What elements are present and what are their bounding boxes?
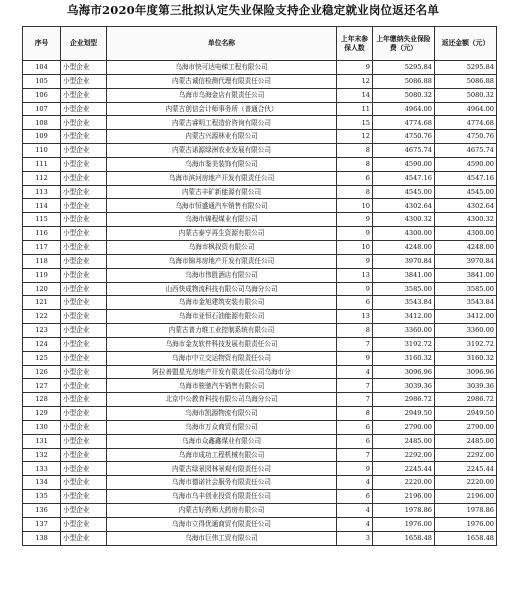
cell-insured-count: 10 [337, 240, 373, 254]
cell-type: 小型企业 [61, 365, 107, 379]
cell-seq: 124 [23, 337, 61, 351]
cell-premium: 4547.16 [373, 171, 435, 185]
cell-premium: 2790.00 [373, 420, 435, 434]
cell-refund: 3841.00 [435, 268, 497, 282]
cell-refund: 4590.00 [435, 157, 497, 171]
cell-premium: 4675.74 [373, 144, 435, 158]
cell-refund: 1978.86 [435, 504, 497, 518]
cell-type: 小型企业 [61, 157, 107, 171]
cell-premium: 3160.32 [373, 351, 435, 365]
cell-type: 小型企业 [61, 351, 107, 365]
header-insured: 上年末参保人数 [337, 27, 373, 61]
cell-insured-count: 7 [337, 337, 373, 351]
cell-company-name: 乌海市成功工程机械有限公司 [107, 448, 337, 462]
cell-company-name: 内蒙古兴源林业有限公司 [107, 130, 337, 144]
cell-insured-count: 9 [337, 282, 373, 296]
cell-type: 小型企业 [61, 199, 107, 213]
cell-seq: 135 [23, 490, 61, 504]
cell-insured-count: 8 [337, 324, 373, 338]
table-row [23, 254, 497, 268]
cell-refund: 5086.88 [435, 74, 497, 88]
cell-seq: 130 [23, 420, 61, 434]
cell-seq: 128 [23, 393, 61, 407]
cell-seq: 138 [23, 531, 61, 545]
table-row [23, 324, 497, 338]
cell-refund: 4774.68 [435, 116, 497, 130]
cell-premium: 3970.84 [373, 254, 435, 268]
cell-premium: 3841.00 [373, 268, 435, 282]
cell-seq: 120 [23, 282, 61, 296]
cell-type: 小型企业 [61, 393, 107, 407]
cell-premium: 1978.86 [373, 504, 435, 518]
cell-seq: 113 [23, 185, 61, 199]
cell-company-name: 乌海市滨河房地产开发有限责任公司 [107, 171, 337, 185]
cell-type: 小型企业 [61, 476, 107, 490]
table-row [23, 171, 497, 185]
table-row [23, 102, 497, 116]
cell-premium: 3096.96 [373, 365, 435, 379]
cell-premium: 3585.00 [373, 282, 435, 296]
cell-type: 小型企业 [61, 310, 107, 324]
cell-refund: 3543.84 [435, 296, 497, 310]
cell-premium: 2245.44 [373, 462, 435, 476]
cell-type: 小型企业 [61, 74, 107, 88]
cell-seq: 109 [23, 130, 61, 144]
cell-company-name: 乌海市亚恒石油能源有限公司 [107, 310, 337, 324]
cell-insured-count: 7 [337, 379, 373, 393]
cell-premium: 2292.00 [373, 448, 435, 462]
cell-type: 小型企业 [61, 130, 107, 144]
cell-insured-count: 8 [337, 157, 373, 171]
cell-company-name: 乌海市恒盛通汽车销售有限公司 [107, 199, 337, 213]
table-row [23, 268, 497, 282]
cell-company-name: 乌海市立得优通商贸有限责任公司 [107, 517, 337, 531]
cell-refund: 2292.00 [435, 448, 497, 462]
cell-premium: 4964.00 [373, 102, 435, 116]
cell-company-name: 内蒙古丰矿新能源有限公司 [107, 185, 337, 199]
cell-refund: 4964.00 [435, 102, 497, 116]
cell-insured-count: 13 [337, 268, 373, 282]
cell-company-name: 乌海市德诺社会服务有限责任公司 [107, 476, 337, 490]
cell-premium: 2220.00 [373, 476, 435, 490]
cell-company-name: 内蒙古泰亨再生资源有限公司 [107, 227, 337, 241]
cell-seq: 108 [23, 116, 61, 130]
cell-refund: 3096.96 [435, 365, 497, 379]
cell-company-name: 山西快成物流科技有限公司乌海分公司 [107, 282, 337, 296]
cell-premium: 4545.00 [373, 185, 435, 199]
cell-seq: 137 [23, 517, 61, 531]
cell-company-name: 乌海市金友软件科技发展有限责任公司 [107, 337, 337, 351]
cell-seq: 126 [23, 365, 61, 379]
cell-type: 小型企业 [61, 61, 107, 75]
cell-type: 小型企业 [61, 282, 107, 296]
cell-premium: 2196.00 [373, 490, 435, 504]
cell-type: 小型企业 [61, 227, 107, 241]
cell-type: 小型企业 [61, 88, 107, 102]
cell-company-name: 乌海市锦程煤业有限公司 [107, 213, 337, 227]
table-row [23, 185, 497, 199]
table-row [23, 282, 497, 296]
cell-refund: 2220.00 [435, 476, 497, 490]
cell-premium: 3360.00 [373, 324, 435, 338]
cell-refund: 5080.32 [435, 88, 497, 102]
cell-type: 小型企业 [61, 517, 107, 531]
table-row [23, 434, 497, 448]
table-row [23, 144, 497, 158]
cell-company-name: 内蒙古诺源绿洲农业发展有限公司 [107, 144, 337, 158]
cell-company-name: 内蒙古创信会计师事务所（普通合伙） [107, 102, 337, 116]
cell-premium: 1976.00 [373, 517, 435, 531]
cell-refund: 3160.32 [435, 351, 497, 365]
cell-seq: 111 [23, 157, 61, 171]
cell-company-name: 内蒙古普力维工业控制系统有限公司 [107, 324, 337, 338]
table-row [23, 240, 497, 254]
cell-type: 小型企业 [61, 213, 107, 227]
table-row [23, 490, 497, 504]
cell-insured-count: 9 [337, 462, 373, 476]
cell-seq: 134 [23, 476, 61, 490]
cell-refund: 2790.00 [435, 420, 497, 434]
cell-insured-count: 4 [337, 476, 373, 490]
cell-refund: 3412.00 [435, 310, 497, 324]
cell-insured-count: 7 [337, 393, 373, 407]
cell-company-name: 北京中公教育科技有限公司乌海分公司 [107, 393, 337, 407]
cell-insured-count: 12 [337, 74, 373, 88]
cell-seq: 107 [23, 102, 61, 116]
cell-type: 小型企业 [61, 379, 107, 393]
table-row [23, 476, 497, 490]
cell-refund: 3360.00 [435, 324, 497, 338]
table-row [23, 199, 497, 213]
cell-premium: 4302.64 [373, 199, 435, 213]
cell-insured-count: 3 [337, 531, 373, 545]
table-row [23, 157, 497, 171]
cell-premium: 3543.84 [373, 296, 435, 310]
cell-company-name: 乌海市锦邦房地产开发有限责任公司 [107, 254, 337, 268]
cell-refund: 2986.72 [435, 393, 497, 407]
cell-insured-count: 9 [337, 254, 373, 268]
cell-refund: 2949.50 [435, 407, 497, 421]
cell-seq: 123 [23, 324, 61, 338]
cell-seq: 115 [23, 213, 61, 227]
cell-insured-count: 15 [337, 116, 373, 130]
cell-company-name: 内蒙古睿明工程造价咨询有限公司 [107, 116, 337, 130]
document-title: 乌海市2020年度第三批拟认定失业保险支持企业稳定就业岗位返还名单 [66, 3, 440, 17]
table-row [23, 517, 497, 531]
cell-seq: 119 [23, 268, 61, 282]
cell-premium: 3412.00 [373, 310, 435, 324]
cell-refund: 4547.16 [435, 171, 497, 185]
cell-premium: 4750.76 [373, 130, 435, 144]
cell-type: 小型企业 [61, 185, 107, 199]
cell-company-name: 乌海市鉴美装饰有限公司 [107, 157, 337, 171]
cell-company-name: 乌海市乌丰创业投资有限责任公司 [107, 490, 337, 504]
cell-refund: 4545.00 [435, 185, 497, 199]
header-seq: 序号 [23, 27, 61, 61]
cell-refund: 2245.44 [435, 462, 497, 476]
cell-insured-count: 4 [337, 517, 373, 531]
cell-seq: 132 [23, 448, 61, 462]
table-row [23, 420, 497, 434]
cell-seq: 112 [23, 171, 61, 185]
cell-seq: 105 [23, 74, 61, 88]
cell-insured-count: 7 [337, 448, 373, 462]
cell-refund: 3039.36 [435, 379, 497, 393]
cell-type: 小型企业 [61, 116, 107, 130]
table-row [23, 61, 497, 75]
cell-seq: 136 [23, 504, 61, 518]
header-refund: 返还金额（元） [435, 27, 497, 61]
cell-refund: 4300.32 [435, 213, 497, 227]
cell-premium: 3192.72 [373, 337, 435, 351]
cell-type: 小型企业 [61, 144, 107, 158]
cell-seq: 129 [23, 407, 61, 421]
cell-company-name: 乌海市万众商贸有限公司 [107, 420, 337, 434]
cell-company-name: 乌海市中立交运物资有限责任公司 [107, 351, 337, 365]
cell-insured-count: 10 [337, 199, 373, 213]
cell-type: 小型企业 [61, 420, 107, 434]
table-row [23, 407, 497, 421]
table-row [23, 462, 497, 476]
table-row [23, 130, 497, 144]
cell-refund: 4675.74 [435, 144, 497, 158]
cell-insured-count: 9 [337, 213, 373, 227]
cell-premium: 5086.88 [373, 74, 435, 88]
cell-type: 小型企业 [61, 324, 107, 338]
cell-seq: 117 [23, 240, 61, 254]
cell-premium: 2986.72 [373, 393, 435, 407]
header-premium: 上年缴纳失业保险费（元） [373, 27, 435, 61]
cell-premium: 4300.32 [373, 213, 435, 227]
cell-company-name: 内蒙古诚信检测代理有限责任公司 [107, 74, 337, 88]
table-body [23, 61, 497, 546]
cell-refund: 3970.84 [435, 254, 497, 268]
cell-company-name: 乌海市乌海金店有限责任公司 [107, 88, 337, 102]
cell-company-name: 乌海市巨伟工贸有限公司 [107, 531, 337, 545]
refund-roster-table [22, 26, 497, 546]
cell-seq: 125 [23, 351, 61, 365]
cell-refund: 3192.72 [435, 337, 497, 351]
cell-insured-count: 9 [337, 351, 373, 365]
cell-refund: 2485.00 [435, 434, 497, 448]
cell-premium: 3039.36 [373, 379, 435, 393]
cell-company-name: 乌海市凯源物流有限公司 [107, 407, 337, 421]
cell-insured-count: 6 [337, 171, 373, 185]
cell-company-name: 乌海市金旭建筑安装有限公司 [107, 296, 337, 310]
cell-type: 小型企业 [61, 531, 107, 545]
cell-insured-count: 8 [337, 185, 373, 199]
cell-refund: 1658.48 [435, 531, 497, 545]
cell-seq: 133 [23, 462, 61, 476]
cell-type: 小型企业 [61, 240, 107, 254]
cell-insured-count: 9 [337, 61, 373, 75]
cell-type: 小型企业 [61, 504, 107, 518]
cell-premium: 2485.00 [373, 434, 435, 448]
cell-company-name: 乌海市枫叔资有限公司 [107, 240, 337, 254]
cell-insured-count: 6 [337, 296, 373, 310]
cell-type: 小型企业 [61, 462, 107, 476]
cell-refund: 3585.00 [435, 282, 497, 296]
cell-company-name: 阿拉善盟星光房地产开发有限责任公司乌海市分 [107, 365, 337, 379]
cell-insured-count: 12 [337, 130, 373, 144]
cell-insured-count: 6 [337, 420, 373, 434]
cell-type: 小型企业 [61, 337, 107, 351]
cell-type: 小型企业 [61, 490, 107, 504]
cell-refund: 4248.00 [435, 240, 497, 254]
cell-seq: 131 [23, 434, 61, 448]
cell-refund: 5295.84 [435, 61, 497, 75]
cell-insured-count: 6 [337, 490, 373, 504]
cell-premium: 4590.00 [373, 157, 435, 171]
cell-insured-count: 8 [337, 144, 373, 158]
table-row [23, 310, 497, 324]
cell-seq: 110 [23, 144, 61, 158]
cell-type: 小型企业 [61, 171, 107, 185]
cell-type: 小型企业 [61, 448, 107, 462]
table-row [23, 116, 497, 130]
cell-refund: 4300.00 [435, 227, 497, 241]
cell-premium: 1658.48 [373, 531, 435, 545]
cell-insured-count: 14 [337, 88, 373, 102]
header-type: 企业划型 [61, 27, 107, 61]
cell-seq: 122 [23, 310, 61, 324]
table-row [23, 365, 497, 379]
cell-premium: 4248.00 [373, 240, 435, 254]
cell-type: 小型企业 [61, 434, 107, 448]
cell-insured-count: 9 [337, 227, 373, 241]
cell-type: 小型企业 [61, 254, 107, 268]
cell-refund: 4750.76 [435, 130, 497, 144]
cell-refund: 2196.00 [435, 490, 497, 504]
cell-seq: 104 [23, 61, 61, 75]
table-row [23, 296, 497, 310]
table-row [23, 74, 497, 88]
table-row [23, 337, 497, 351]
cell-type: 小型企业 [61, 296, 107, 310]
table-row [23, 379, 497, 393]
header-name: 单位名称 [107, 27, 337, 61]
table-row [23, 227, 497, 241]
cell-insured-count: 13 [337, 310, 373, 324]
cell-premium: 5295.84 [373, 61, 435, 75]
cell-seq: 118 [23, 254, 61, 268]
cell-company-name: 内蒙古好药师大药房有限公司 [107, 504, 337, 518]
cell-insured-count: 8 [337, 407, 373, 421]
table-row [23, 88, 497, 102]
table-header-row [23, 27, 497, 61]
cell-insured-count: 11 [337, 102, 373, 116]
table-row [23, 213, 497, 227]
cell-company-name: 乌海市伟胜酒店有限公司 [107, 268, 337, 282]
table-row [23, 393, 497, 407]
table-row [23, 448, 497, 462]
cell-type: 小型企业 [61, 102, 107, 116]
cell-insured-count: 4 [337, 504, 373, 518]
cell-seq: 116 [23, 227, 61, 241]
table-row [23, 351, 497, 365]
cell-type: 小型企业 [61, 268, 107, 282]
cell-refund: 4302.64 [435, 199, 497, 213]
cell-seq: 121 [23, 296, 61, 310]
table-row [23, 531, 497, 545]
cell-premium: 4774.68 [373, 116, 435, 130]
cell-premium: 4300.00 [373, 227, 435, 241]
cell-insured-count: 4 [337, 365, 373, 379]
cell-insured-count: 6 [337, 434, 373, 448]
cell-seq: 114 [23, 199, 61, 213]
cell-refund: 1976.00 [435, 517, 497, 531]
cell-seq: 106 [23, 88, 61, 102]
cell-type: 小型企业 [61, 407, 107, 421]
cell-company-name: 乌海市快可达电梯工程有限公司 [107, 61, 337, 75]
cell-seq: 127 [23, 379, 61, 393]
cell-company-name: 内蒙古绿景园林景观有限责任公司 [107, 462, 337, 476]
cell-premium: 2949.50 [373, 407, 435, 421]
cell-company-name: 乌海市骏驰汽车销售有限公司 [107, 379, 337, 393]
cell-premium: 5080.32 [373, 88, 435, 102]
cell-company-name: 乌海市众鑫鑫煤业有限公司 [107, 434, 337, 448]
table-row [23, 504, 497, 518]
